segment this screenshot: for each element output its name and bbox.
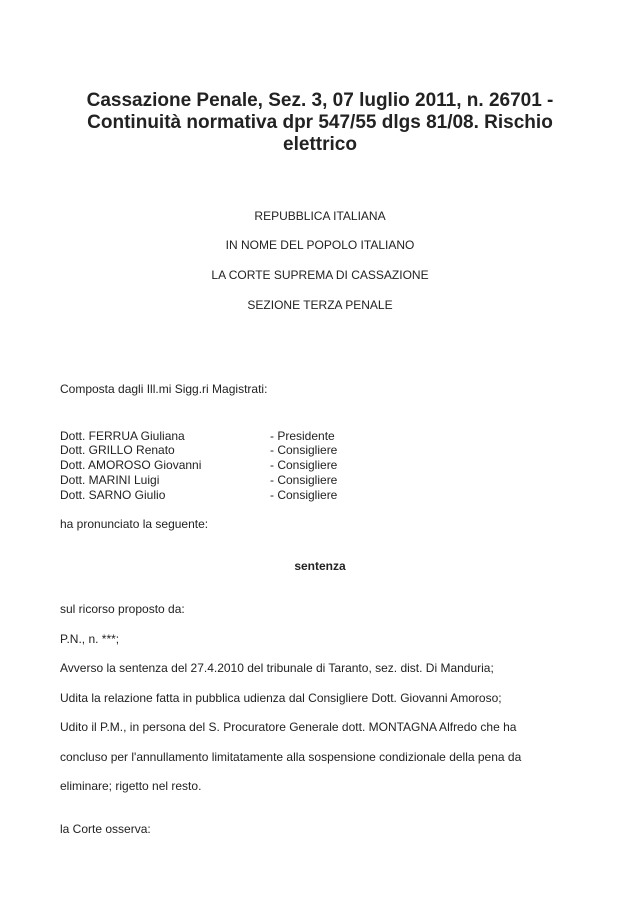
body-line: Avverso la sentenza del 27.4.2010 del tribunale di Taranto, sez. dist. Di Manduria; (60, 661, 494, 675)
title-line: Cassazione Penale, Sez. 3, 07 luglio 2011, n. 26701 - (86, 90, 554, 111)
magistrate-name: Dott. AMOROSO Giovanni (60, 458, 202, 472)
document-title (60, 90, 580, 156)
body-line: P.N., n. ***; (60, 632, 120, 646)
body-line: la Corte osserva: (60, 822, 151, 836)
magistrate-name: Dott. MARINI Luigi (60, 473, 160, 487)
heading-court: LA CORTE SUPREMA DI CASSAZIONE (211, 268, 429, 282)
pronounced-text: ha pronunciato la seguente: (60, 517, 209, 531)
magistrate-name: Dott. FERRUA Giuliana (60, 429, 185, 443)
magistrate-role: - Consigliere (270, 458, 338, 472)
body-line: concluso per l'annullamento limitatamente alla sospensione condizionale della pena da (60, 750, 522, 764)
magistrate-name: Dott. GRILLO Renato (60, 443, 175, 457)
magistrate-role: - Consigliere (270, 473, 338, 487)
magistrate-role: - Consigliere (270, 443, 338, 457)
composition-intro: Composta dagli Ill.mi Sigg.ri Magistrati: (60, 382, 268, 396)
heading-section: SEZIONE TERZA PENALE (247, 298, 393, 312)
body-line: sul ricorso proposto da: (60, 602, 185, 616)
magistrate-role: - Consigliere (270, 488, 338, 502)
magistrate-role: - Presidente (270, 429, 335, 443)
magistrate-name: Dott. SARNO Giulio (60, 488, 166, 502)
body-line: eliminare; rigetto nel resto. (60, 779, 202, 793)
heading-people: IN NOME DEL POPOLO ITALIANO (225, 238, 415, 252)
body-line: Udito il P.M., in persona del S. Procuratore Generale dott. MONTAGNA Alfredo che ha (60, 720, 517, 734)
heading-republic: REPUBBLICA ITALIANA (254, 209, 386, 223)
body-line: Udita la relazione fatta in pubblica udienza dal Consigliere Dott. Giovanni Amoroso; (60, 691, 502, 705)
title-line: elettrico (283, 134, 357, 155)
sentenza-label: sentenza (294, 559, 346, 573)
title-line: Continuità normativa dpr 547/55 dlgs 81/08. Rischio (87, 112, 553, 133)
